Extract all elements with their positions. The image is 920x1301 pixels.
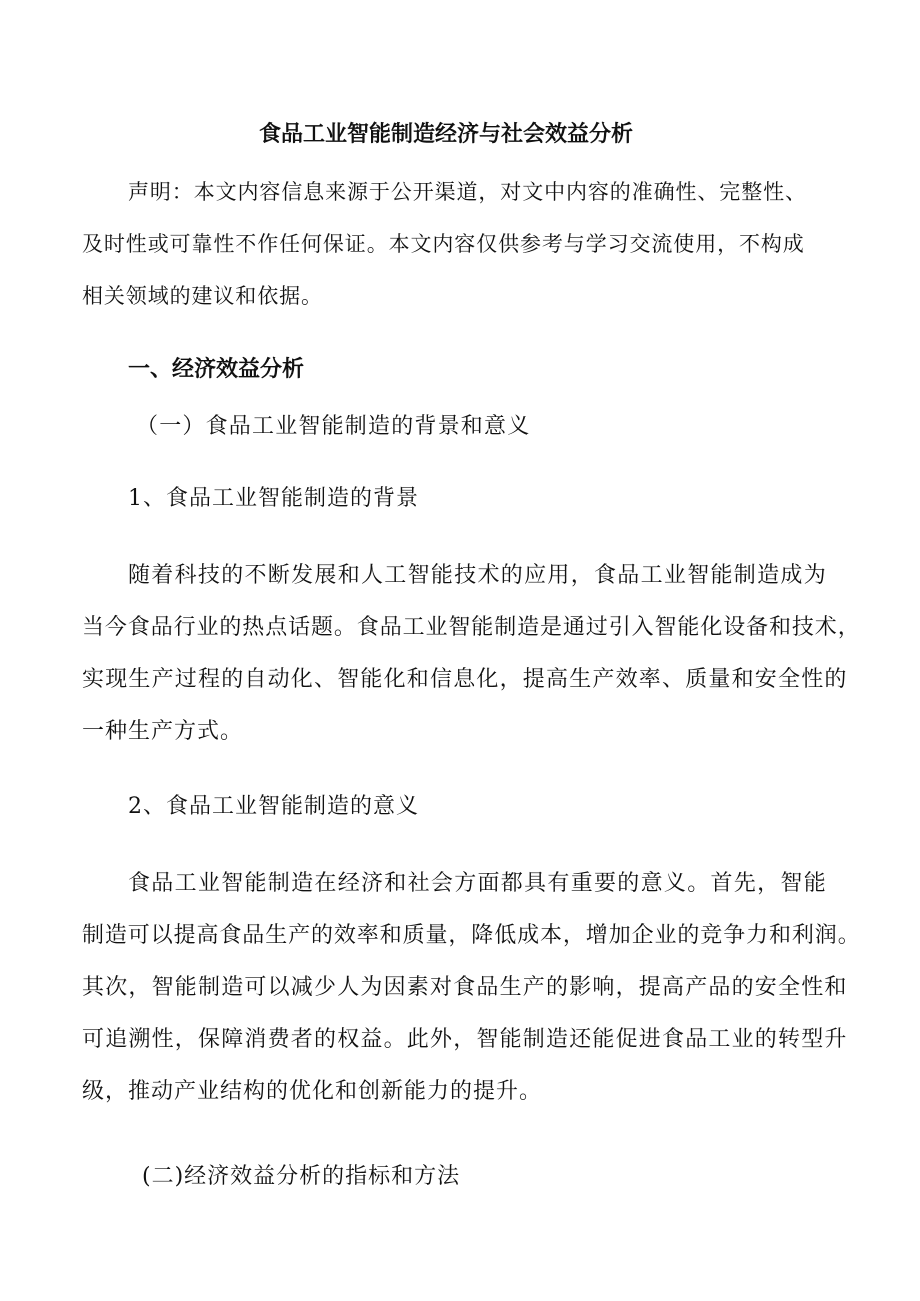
subsection-heading: (二)经济效益分析的指标和方法 xyxy=(142,1164,461,1189)
paragraph-line: 食品工业智能制造在经济和社会方面都具有重要的意义。首先，智能 xyxy=(128,871,828,896)
disclaimer-line: 相关领域的建议和依据。 xyxy=(82,284,323,308)
disclaimer-line: 及时性或可靠性不作任何保证。本文内容仅供参考与学习交流使用，不构成 xyxy=(82,232,805,256)
document-title: 食品工业智能制造经济与社会效益分析 xyxy=(259,122,634,147)
item-heading: 1、食品工业智能制造的背景 xyxy=(128,486,419,511)
subsection-heading: （一）食品工业智能制造的背景和意义 xyxy=(136,414,531,439)
paragraph-line: 制造可以提高食品生产的效率和质量，降低成本，增加企业的竞争力和利润。 xyxy=(82,923,861,948)
paragraph-line: 实现生产过程的自动化、智能化和信息化，提高生产效率、质量和安全性的 xyxy=(82,667,848,692)
disclaimer-line: 声明：本文内容信息来源于公开渠道，对文中内容的准确性、完整性、 xyxy=(128,180,807,204)
paragraph-line: 其次，智能制造可以减少人为因素对食品生产的影响，提高产品的安全性和 xyxy=(82,975,848,1000)
item-heading: 2、食品工业智能制造的意义 xyxy=(128,794,419,819)
paragraph-line: 一种生产方式。 xyxy=(82,719,244,744)
paragraph-line: 随着科技的不断发展和人工智能技术的应用，食品工业智能制造成为 xyxy=(128,563,828,588)
paragraph-line: 当今食品行业的热点话题。食品工业智能制造是通过引入智能化设备和技术， xyxy=(82,615,861,640)
section-heading: 一、经济效益分析 xyxy=(128,357,305,382)
paragraph-line: 级，推动产业结构的优化和创新能力的提升。 xyxy=(82,1079,543,1104)
paragraph-line: 可追溯性，保障消费者的权益。此外，智能制造还能促进食品工业的转型升 xyxy=(82,1027,848,1052)
